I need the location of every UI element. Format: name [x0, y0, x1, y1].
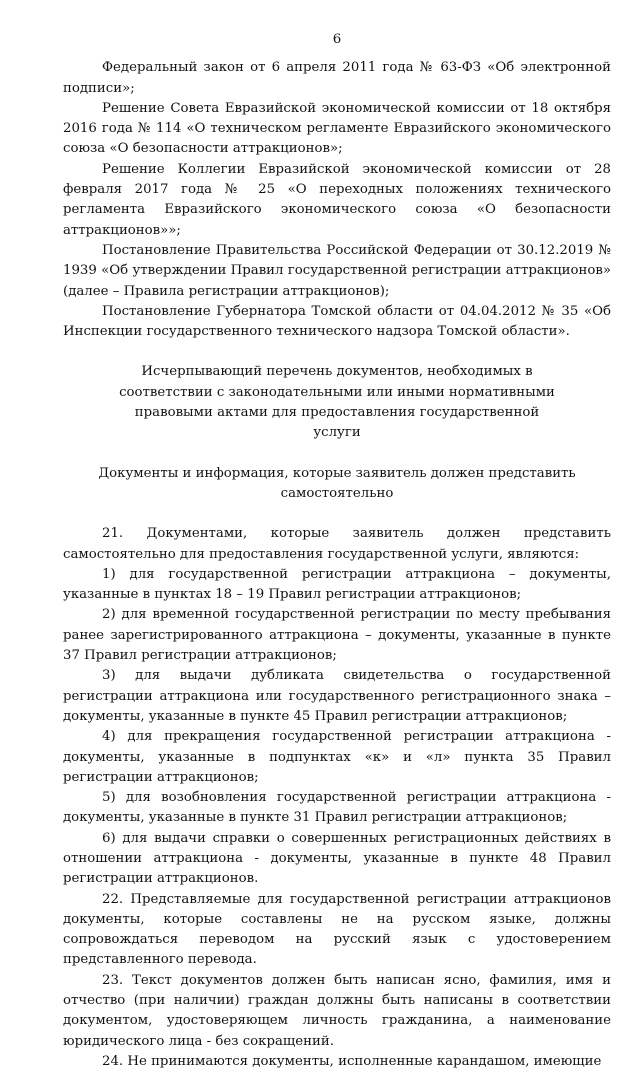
list-item: 3) для выдачи дубликата свидетельства о государственной регистрации аттракциона или государственного регистрационного знака – документы, указанные в пункте 45 Правил регистрации аттракционов; [63, 668, 611, 724]
paragraph: 22. Представляемые для государственной регистрации аттракционов документы, которые составлены не на русском языке, должны сопровождаться переводом на русский язык с удостоверением представленного перевода. [63, 891, 611, 968]
list-item: 5) для возобновления государственной регистрации аттракциона - документы, указанные в пункте 31 Правил регистрации аттракционов; [63, 790, 611, 826]
legal-act-item: Постановление Губернатора Томской области от 04.04.2012 № 35 «Об Инспекции государственного технического надзора Томской области». [63, 303, 611, 340]
list-item: 2) для временной государственной регистрации по месту пребывания ранее зарегистрированного аттракциона – документы, указанные в пункте 37 Правил регистрации аттракционов; [63, 607, 611, 664]
list-item: 1) для государственной регистрации аттракциона – документы, указанные в пунктах 18 – 19 Правил регистрации аттракционов; [63, 566, 611, 603]
list-item: 6) для выдачи справки о совершенных регистрационных действиях в отношении аттракциона - документы, указанные в пункте 48 Правил регистрации аттракционов. [63, 830, 611, 887]
paragraph: 24. Не принимаются документы, исполненные карандашом, имеющие [102, 1053, 602, 1069]
legal-act-item: Решение Совета Евразийской экономической комиссии от 18 октября 2016 года № 114 «О техническом регламенте Евразийского экономического союза «О безопасности аттракционов»; [63, 100, 611, 157]
subheading: Документы и информация, которые заявитель должен представить самостоятельно [98, 465, 576, 501]
list-item: 4) для прекращения государственной регистрации аттракциона - документы, указанные в подпунктах «к» и «л» пункта 35 Правил регистрации аттракционов; [63, 729, 611, 785]
documents-list [63, 524, 611, 1072]
page-number: 6 [332, 32, 342, 47]
legal-acts-list [63, 58, 611, 342]
paragraph: 23. Текст документов должен быть написан ясно, фамилия, имя и отчество (при наличии) граждан должны быть написаны в соответствии документом, удостоверяющем личность гражданина, а наименование юридического лица - без сокращений. [63, 972, 611, 1049]
section-heading: Исчерпывающий перечень документов, необходимых в соответствии с законодательными или иными нормативными правовыми актами для предоставления государственной услуги [119, 364, 555, 441]
document-page [63, 30, 611, 1072]
paragraph: 21. Документами, которые заявитель должен представить самостоятельно для предоставления государственной услуги, являются: [63, 526, 611, 562]
legal-act-item: Постановление Правительства Российской Федерации от 30.12.2019 № 1939 «Об утверждении Правил государственной регистрации аттракционов» (далее – Правила регистрации аттракционов); [63, 242, 611, 299]
legal-act-item: Решение Коллегии Евразийской экономической комиссии от 28 февраля 2017 года № 25 «О переходных положениях технического регламента Евразийского экономического союза «О безопасности аттракционов»»; [63, 161, 611, 238]
legal-act-item: Федеральный закон от 6 апреля 2011 года № 63-ФЗ «Об электронной подписи»; [63, 60, 611, 96]
